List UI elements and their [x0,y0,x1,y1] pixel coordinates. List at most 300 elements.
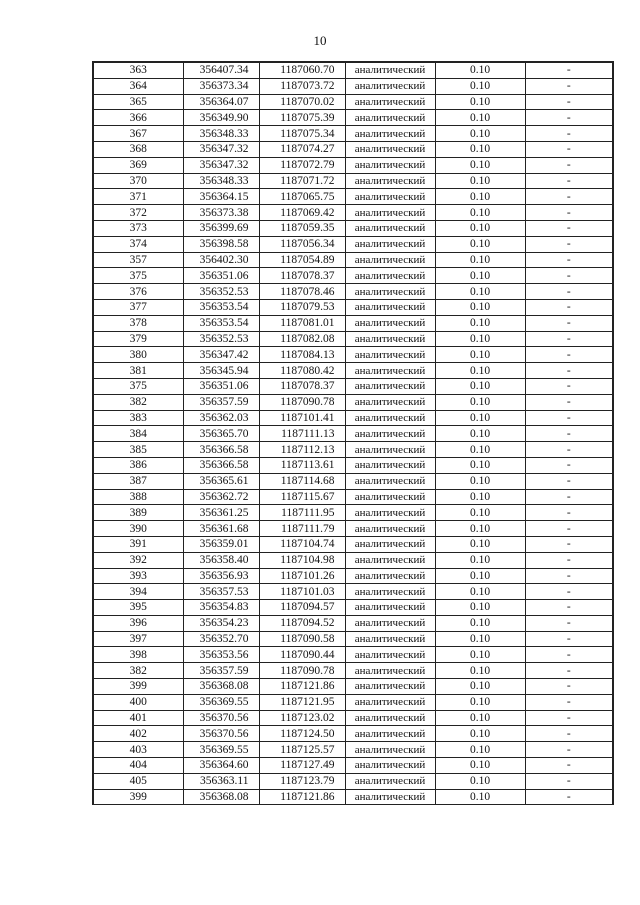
point-number-cell: 394 [93,584,183,600]
point-number-cell: 386 [93,457,183,473]
table-row [93,141,613,157]
point-number-cell: 379 [93,331,183,347]
table-row [93,363,613,379]
note-cell: - [525,173,613,189]
accuracy-cell: 0.10 [435,600,525,616]
y-coordinate-cell: 1187111.95 [259,505,345,521]
table-row [93,568,613,584]
y-coordinate-cell: 1187101.03 [259,584,345,600]
point-number-cell: 389 [93,505,183,521]
table-row [93,284,613,300]
x-coordinate-cell: 356368.08 [183,679,259,695]
table-row [93,299,613,315]
method-cell: аналитический [345,584,435,600]
note-cell: - [525,315,613,331]
method-cell: аналитический [345,773,435,789]
note-cell: - [525,600,613,616]
x-coordinate-cell: 356354.83 [183,600,259,616]
point-number-cell: 382 [93,663,183,679]
accuracy-cell: 0.10 [435,284,525,300]
accuracy-cell: 0.10 [435,220,525,236]
accuracy-cell: 0.10 [435,347,525,363]
y-coordinate-cell: 1187121.86 [259,679,345,695]
method-cell: аналитический [345,347,435,363]
note-cell: - [525,252,613,268]
method-cell: аналитический [345,552,435,568]
note-cell: - [525,584,613,600]
note-cell: - [525,758,613,774]
note-cell: - [525,268,613,284]
method-cell: аналитический [345,442,435,458]
accuracy-cell: 0.10 [435,141,525,157]
x-coordinate-cell: 356369.55 [183,742,259,758]
table-row [93,126,613,142]
table-row [93,663,613,679]
method-cell: аналитический [345,600,435,616]
accuracy-cell: 0.10 [435,773,525,789]
method-cell: аналитический [345,726,435,742]
y-coordinate-cell: 1187065.75 [259,189,345,205]
y-coordinate-cell: 1187121.95 [259,694,345,710]
table-row [93,110,613,126]
accuracy-cell: 0.10 [435,536,525,552]
accuracy-cell: 0.10 [435,62,525,78]
x-coordinate-cell: 356348.33 [183,126,259,142]
y-coordinate-cell: 1187079.53 [259,299,345,315]
method-cell: аналитический [345,568,435,584]
note-cell: - [525,299,613,315]
accuracy-cell: 0.10 [435,457,525,473]
accuracy-cell: 0.10 [435,236,525,252]
y-coordinate-cell: 1187101.41 [259,410,345,426]
x-coordinate-cell: 356373.38 [183,205,259,221]
x-coordinate-cell: 356348.33 [183,173,259,189]
accuracy-cell: 0.10 [435,789,525,805]
method-cell: аналитический [345,299,435,315]
point-number-cell: 368 [93,141,183,157]
accuracy-cell: 0.10 [435,426,525,442]
table-row [93,378,613,394]
method-cell: аналитический [345,758,435,774]
accuracy-cell: 0.10 [435,331,525,347]
point-number-cell: 375 [93,268,183,284]
method-cell: аналитический [345,521,435,537]
point-number-cell: 371 [93,189,183,205]
y-coordinate-cell: 1187069.42 [259,205,345,221]
method-cell: аналитический [345,157,435,173]
point-number-cell: 398 [93,647,183,663]
x-coordinate-cell: 356361.25 [183,505,259,521]
point-number-cell: 374 [93,236,183,252]
table-row [93,631,613,647]
accuracy-cell: 0.10 [435,663,525,679]
y-coordinate-cell: 1187084.13 [259,347,345,363]
x-coordinate-cell: 356345.94 [183,363,259,379]
note-cell: - [525,78,613,94]
note-cell: - [525,773,613,789]
x-coordinate-cell: 356352.53 [183,284,259,300]
method-cell: аналитический [345,457,435,473]
table-row [93,489,613,505]
point-number-cell: 382 [93,394,183,410]
point-number-cell: 376 [93,284,183,300]
note-cell: - [525,568,613,584]
y-coordinate-cell: 1187080.42 [259,363,345,379]
x-coordinate-cell: 356399.69 [183,220,259,236]
y-coordinate-cell: 1187113.61 [259,457,345,473]
accuracy-cell: 0.10 [435,299,525,315]
accuracy-cell: 0.10 [435,647,525,663]
note-cell: - [525,457,613,473]
x-coordinate-cell: 356352.53 [183,331,259,347]
x-coordinate-cell: 356364.07 [183,94,259,110]
y-coordinate-cell: 1187059.35 [259,220,345,236]
note-cell: - [525,489,613,505]
x-coordinate-cell: 356407.34 [183,62,259,78]
note-cell: - [525,363,613,379]
accuracy-cell: 0.10 [435,394,525,410]
method-cell: аналитический [345,410,435,426]
method-cell: аналитический [345,126,435,142]
method-cell: аналитический [345,62,435,78]
method-cell: аналитический [345,679,435,695]
note-cell: - [525,742,613,758]
y-coordinate-cell: 1187094.52 [259,615,345,631]
note-cell: - [525,236,613,252]
method-cell: аналитический [345,236,435,252]
table-row [93,457,613,473]
table-row [93,442,613,458]
method-cell: аналитический [345,205,435,221]
accuracy-cell: 0.10 [435,173,525,189]
note-cell: - [525,631,613,647]
table-row [93,679,613,695]
y-coordinate-cell: 1187054.89 [259,252,345,268]
note-cell: - [525,94,613,110]
x-coordinate-cell: 356370.56 [183,726,259,742]
y-coordinate-cell: 1187127.49 [259,758,345,774]
point-number-cell: 403 [93,742,183,758]
method-cell: аналитический [345,789,435,805]
x-coordinate-cell: 356366.58 [183,442,259,458]
point-number-cell: 384 [93,426,183,442]
coordinates-table [92,61,614,805]
table-row [93,505,613,521]
y-coordinate-cell: 1187070.02 [259,94,345,110]
accuracy-cell: 0.10 [435,568,525,584]
method-cell: аналитический [345,710,435,726]
x-coordinate-cell: 356352.70 [183,631,259,647]
table-row [93,78,613,94]
y-coordinate-cell: 1187078.37 [259,268,345,284]
x-coordinate-cell: 356365.70 [183,426,259,442]
point-number-cell: 383 [93,410,183,426]
x-coordinate-cell: 356353.54 [183,315,259,331]
table-row [93,252,613,268]
method-cell: аналитический [345,663,435,679]
method-cell: аналитический [345,426,435,442]
point-number-cell: 363 [93,62,183,78]
x-coordinate-cell: 356351.06 [183,268,259,284]
table-row [93,331,613,347]
x-coordinate-cell: 356354.23 [183,615,259,631]
y-coordinate-cell: 1187056.34 [259,236,345,252]
point-number-cell: 381 [93,363,183,379]
accuracy-cell: 0.10 [435,410,525,426]
x-coordinate-cell: 356353.54 [183,299,259,315]
table-row [93,742,613,758]
note-cell: - [525,62,613,78]
note-cell: - [525,726,613,742]
x-coordinate-cell: 356361.68 [183,521,259,537]
note-cell: - [525,110,613,126]
y-coordinate-cell: 1187090.44 [259,647,345,663]
y-coordinate-cell: 1187101.26 [259,568,345,584]
x-coordinate-cell: 356357.59 [183,663,259,679]
x-coordinate-cell: 356368.08 [183,789,259,805]
point-number-cell: 395 [93,600,183,616]
point-number-cell: 372 [93,205,183,221]
y-coordinate-cell: 1187074.27 [259,141,345,157]
table-row [93,552,613,568]
table-row [93,710,613,726]
x-coordinate-cell: 356402.30 [183,252,259,268]
note-cell: - [525,442,613,458]
method-cell: аналитический [345,647,435,663]
table-row [93,536,613,552]
x-coordinate-cell: 356347.32 [183,157,259,173]
table-row [93,220,613,236]
x-coordinate-cell: 356357.59 [183,394,259,410]
y-coordinate-cell: 1187075.39 [259,110,345,126]
note-cell: - [525,394,613,410]
y-coordinate-cell: 1187075.34 [259,126,345,142]
x-coordinate-cell: 356364.60 [183,758,259,774]
point-number-cell: 370 [93,173,183,189]
table-row [93,584,613,600]
accuracy-cell: 0.10 [435,94,525,110]
table-row [93,157,613,173]
point-number-cell: 400 [93,694,183,710]
x-coordinate-cell: 356370.56 [183,710,259,726]
note-cell: - [525,473,613,489]
point-number-cell: 364 [93,78,183,94]
y-coordinate-cell: 1187124.50 [259,726,345,742]
table-row [93,347,613,363]
y-coordinate-cell: 1187094.57 [259,600,345,616]
y-coordinate-cell: 1187081.01 [259,315,345,331]
point-number-cell: 397 [93,631,183,647]
x-coordinate-cell: 356347.32 [183,141,259,157]
method-cell: аналитический [345,631,435,647]
table-row [93,694,613,710]
x-coordinate-cell: 356359.01 [183,536,259,552]
point-number-cell: 405 [93,773,183,789]
table-row [93,600,613,616]
point-number-cell: 399 [93,789,183,805]
y-coordinate-cell: 1187111.13 [259,426,345,442]
accuracy-cell: 0.10 [435,157,525,173]
table-row [93,758,613,774]
accuracy-cell: 0.10 [435,489,525,505]
point-number-cell: 402 [93,726,183,742]
point-number-cell: 380 [93,347,183,363]
point-number-cell: 401 [93,710,183,726]
accuracy-cell: 0.10 [435,363,525,379]
point-number-cell: 390 [93,521,183,537]
note-cell: - [525,521,613,537]
accuracy-cell: 0.10 [435,189,525,205]
point-number-cell: 373 [93,220,183,236]
x-coordinate-cell: 356349.90 [183,110,259,126]
note-cell: - [525,410,613,426]
y-coordinate-cell: 1187082.08 [259,331,345,347]
y-coordinate-cell: 1187104.98 [259,552,345,568]
x-coordinate-cell: 356362.03 [183,410,259,426]
x-coordinate-cell: 356356.93 [183,568,259,584]
note-cell: - [525,663,613,679]
y-coordinate-cell: 1187090.78 [259,663,345,679]
method-cell: аналитический [345,141,435,157]
accuracy-cell: 0.10 [435,631,525,647]
method-cell: аналитический [345,694,435,710]
accuracy-cell: 0.10 [435,252,525,268]
note-cell: - [525,536,613,552]
note-cell: - [525,347,613,363]
table-row [93,315,613,331]
table-row [93,189,613,205]
table-row [93,94,613,110]
note-cell: - [525,157,613,173]
note-cell: - [525,505,613,521]
x-coordinate-cell: 356347.42 [183,347,259,363]
x-coordinate-cell: 356357.53 [183,584,259,600]
accuracy-cell: 0.10 [435,521,525,537]
table-row [93,647,613,663]
method-cell: аналитический [345,489,435,505]
method-cell: аналитический [345,615,435,631]
table-row [93,615,613,631]
table-row [93,410,613,426]
note-cell: - [525,378,613,394]
method-cell: аналитический [345,536,435,552]
point-number-cell: 387 [93,473,183,489]
accuracy-cell: 0.10 [435,205,525,221]
accuracy-cell: 0.10 [435,694,525,710]
method-cell: аналитический [345,394,435,410]
x-coordinate-cell: 356353.56 [183,647,259,663]
note-cell: - [525,789,613,805]
accuracy-cell: 0.10 [435,473,525,489]
point-number-cell: 399 [93,679,183,695]
method-cell: аналитический [345,315,435,331]
point-number-cell: 367 [93,126,183,142]
method-cell: аналитический [345,78,435,94]
point-number-cell: 396 [93,615,183,631]
x-coordinate-cell: 356369.55 [183,694,259,710]
y-coordinate-cell: 1187112.13 [259,442,345,458]
point-number-cell: 357 [93,252,183,268]
note-cell: - [525,694,613,710]
accuracy-cell: 0.10 [435,126,525,142]
method-cell: аналитический [345,473,435,489]
point-number-cell: 404 [93,758,183,774]
point-number-cell: 365 [93,94,183,110]
y-coordinate-cell: 1187073.72 [259,78,345,94]
point-number-cell: 375 [93,378,183,394]
y-coordinate-cell: 1187114.68 [259,473,345,489]
method-cell: аналитический [345,110,435,126]
note-cell: - [525,220,613,236]
method-cell: аналитический [345,189,435,205]
x-coordinate-cell: 356373.34 [183,78,259,94]
table-row [93,62,613,78]
page-number: 10 [313,33,327,48]
accuracy-cell: 0.10 [435,552,525,568]
table-row [93,773,613,789]
method-cell: аналитический [345,363,435,379]
x-coordinate-cell: 356362.72 [183,489,259,505]
note-cell: - [525,615,613,631]
accuracy-cell: 0.10 [435,110,525,126]
note-cell: - [525,647,613,663]
x-coordinate-cell: 356364.15 [183,189,259,205]
point-number-cell: 392 [93,552,183,568]
point-number-cell: 393 [93,568,183,584]
accuracy-cell: 0.10 [435,758,525,774]
note-cell: - [525,679,613,695]
table-row [93,394,613,410]
accuracy-cell: 0.10 [435,378,525,394]
x-coordinate-cell: 356366.58 [183,457,259,473]
method-cell: аналитический [345,378,435,394]
y-coordinate-cell: 1187060.70 [259,62,345,78]
note-cell: - [525,205,613,221]
accuracy-cell: 0.10 [435,710,525,726]
table-row [93,789,613,805]
y-coordinate-cell: 1187104.74 [259,536,345,552]
accuracy-cell: 0.10 [435,268,525,284]
method-cell: аналитический [345,94,435,110]
x-coordinate-cell: 356351.06 [183,378,259,394]
method-cell: аналитический [345,220,435,236]
point-number-cell: 378 [93,315,183,331]
table-row [93,473,613,489]
note-cell: - [525,552,613,568]
y-coordinate-cell: 1187115.67 [259,489,345,505]
table-row [93,236,613,252]
y-coordinate-cell: 1187090.58 [259,631,345,647]
x-coordinate-cell: 356358.40 [183,552,259,568]
accuracy-cell: 0.10 [435,679,525,695]
y-coordinate-cell: 1187123.79 [259,773,345,789]
accuracy-cell: 0.10 [435,742,525,758]
point-number-cell: 388 [93,489,183,505]
method-cell: аналитический [345,331,435,347]
note-cell: - [525,331,613,347]
table-row [93,173,613,189]
note-cell: - [525,426,613,442]
accuracy-cell: 0.10 [435,315,525,331]
point-number-cell: 391 [93,536,183,552]
y-coordinate-cell: 1187111.79 [259,521,345,537]
method-cell: аналитический [345,268,435,284]
method-cell: аналитический [345,505,435,521]
y-coordinate-cell: 1187078.37 [259,378,345,394]
method-cell: аналитический [345,173,435,189]
table-row [93,521,613,537]
x-coordinate-cell: 356365.61 [183,473,259,489]
